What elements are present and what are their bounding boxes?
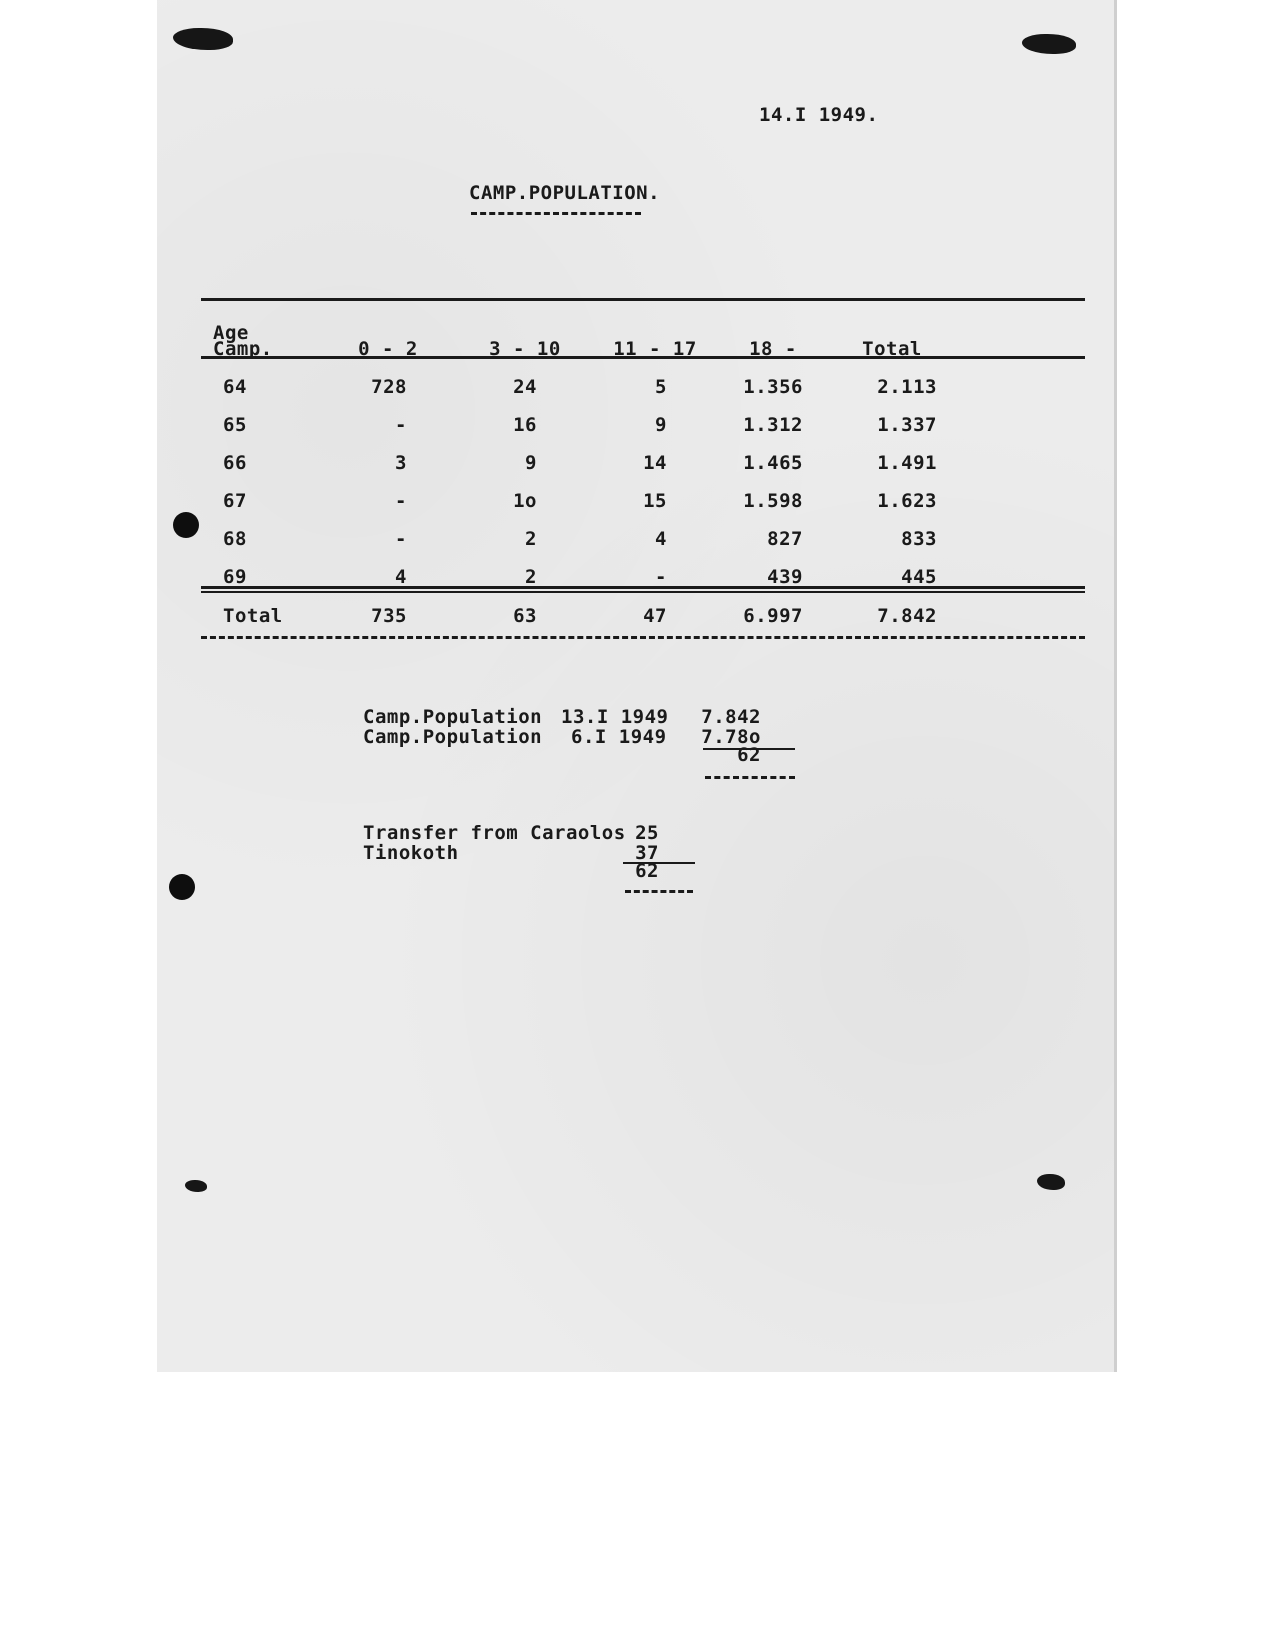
total-cell: 63 xyxy=(513,605,537,627)
cell: 1.623 xyxy=(877,490,937,512)
cell: 728 xyxy=(371,376,407,398)
comparison-difference: 62 xyxy=(737,744,761,766)
column-header: 18 - xyxy=(749,338,797,360)
total-rule-2 xyxy=(201,591,1085,593)
cell: 1o xyxy=(513,490,537,512)
cell: 439 xyxy=(767,566,803,588)
punch-hole xyxy=(173,512,199,538)
cell: 2.113 xyxy=(877,376,937,398)
comparison-dashes xyxy=(705,776,795,779)
total-cell: 6.997 xyxy=(743,605,803,627)
header-age: Age xyxy=(213,322,249,344)
punch-hole xyxy=(169,874,195,900)
row-camp: 69 xyxy=(223,566,247,588)
header-camp: Camp. xyxy=(213,338,273,360)
comparison-value: 7.842 xyxy=(701,706,761,728)
comparison-date: 6.I 1949 xyxy=(571,726,667,748)
ink-smudge xyxy=(1022,34,1076,54)
column-header: 3 - 10 xyxy=(489,338,561,360)
cell: 1.465 xyxy=(743,452,803,474)
comparison-label: Camp.Population xyxy=(363,706,543,728)
cell: 4 xyxy=(395,566,407,588)
cell: - xyxy=(395,490,407,512)
cell: 14 xyxy=(643,452,667,474)
row-camp: 66 xyxy=(223,452,247,474)
comparison-label: Camp.Population xyxy=(363,726,543,748)
cell: 445 xyxy=(901,566,937,588)
transfer-label: Tinokoth xyxy=(363,842,459,864)
cell: 827 xyxy=(767,528,803,550)
total-label: Total xyxy=(223,605,283,627)
ink-smudge xyxy=(185,1180,207,1192)
transfer-sum: 62 xyxy=(635,860,659,882)
table-top-rule xyxy=(201,298,1085,301)
cell: 24 xyxy=(513,376,537,398)
cell: 4 xyxy=(655,528,667,550)
cell: 1.312 xyxy=(743,414,803,436)
cell: 15 xyxy=(643,490,667,512)
row-camp: 65 xyxy=(223,414,247,436)
cell: 9 xyxy=(655,414,667,436)
comparison-date: 13.I 1949 xyxy=(561,706,669,728)
table-bottom-dashes xyxy=(201,636,1085,639)
cell: 2 xyxy=(525,566,537,588)
cell: 1.337 xyxy=(877,414,937,436)
cell: 9 xyxy=(525,452,537,474)
total-rule xyxy=(201,586,1085,589)
document-date: 14.I 1949. xyxy=(759,104,879,126)
transfer-dashes xyxy=(625,890,693,893)
cell: 1.491 xyxy=(877,452,937,474)
total-cell: 735 xyxy=(371,605,407,627)
total-cell: 47 xyxy=(643,605,667,627)
transfer-label: Transfer from Caraolos xyxy=(363,822,626,844)
document-sheet xyxy=(157,0,1117,1372)
comparison-value: 7.78o xyxy=(701,726,761,748)
total-cell: 7.842 xyxy=(877,605,937,627)
column-header: Total xyxy=(862,338,922,360)
cell: 2 xyxy=(525,528,537,550)
row-camp: 68 xyxy=(223,528,247,550)
document-title: CAMP.POPULATION. xyxy=(469,182,661,204)
row-camp: 67 xyxy=(223,490,247,512)
cell: 833 xyxy=(901,528,937,550)
ink-smudge xyxy=(173,28,233,50)
title-underline xyxy=(471,212,641,215)
transfer-value: 25 xyxy=(635,822,659,844)
cell: 1.598 xyxy=(743,490,803,512)
cell: 1.356 xyxy=(743,376,803,398)
header-rule xyxy=(201,356,1085,359)
ink-smudge xyxy=(1037,1174,1065,1190)
cell: 16 xyxy=(513,414,537,436)
cell: 3 xyxy=(395,452,407,474)
transfer-value: 37 xyxy=(635,842,659,864)
cell: 5 xyxy=(655,376,667,398)
row-camp: 64 xyxy=(223,376,247,398)
cell: - xyxy=(655,566,667,588)
cell: - xyxy=(395,528,407,550)
cell: - xyxy=(395,414,407,436)
column-header: 0 - 2 xyxy=(358,338,418,360)
column-header: 11 - 17 xyxy=(613,338,697,360)
